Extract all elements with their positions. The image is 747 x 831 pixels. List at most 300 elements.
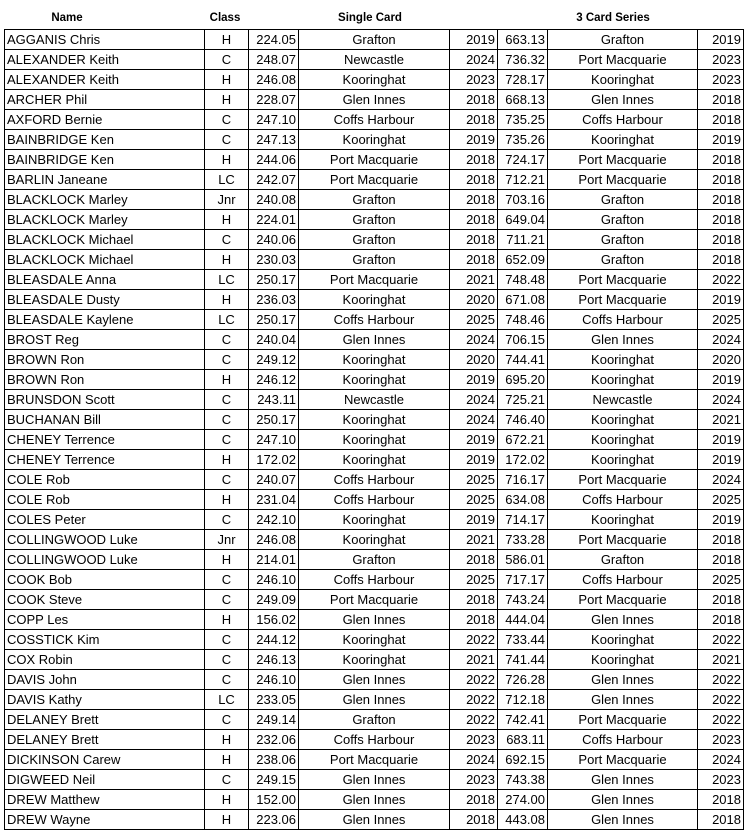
series-location-cell: Glen Innes (548, 330, 698, 350)
player-name-cell: DIGWEED Neil (5, 770, 205, 790)
series-year-cell: 2018 (698, 810, 744, 830)
series-location-cell: Port Macquarie (548, 530, 698, 550)
player-name-cell: COLE Rob (5, 490, 205, 510)
player-name-cell: BAINBRIDGE Ken (5, 130, 205, 150)
series-location-cell: Port Macquarie (548, 710, 698, 730)
series-score-cell: 672.21 (498, 430, 548, 450)
single-card-year-cell: 2018 (450, 230, 498, 250)
single-card-year-cell: 2018 (450, 590, 498, 610)
player-name-cell: BROWN Ron (5, 350, 205, 370)
series-score-cell: 726.28 (498, 670, 548, 690)
series-year-cell: 2018 (698, 90, 744, 110)
player-name-cell: COLLINGWOOD Luke (5, 530, 205, 550)
single-card-year-cell: 2025 (450, 310, 498, 330)
class-cell: H (205, 790, 249, 810)
series-location-cell: Glen Innes (548, 810, 698, 830)
player-name-cell: COX Robin (5, 650, 205, 670)
series-location-cell: Grafton (548, 210, 698, 230)
single-card-location-cell: Coffs Harbour (299, 110, 450, 130)
single-card-year-cell: 2019 (450, 30, 498, 50)
single-card-location-cell: Kooringhat (299, 450, 450, 470)
series-location-cell: Kooringhat (548, 130, 698, 150)
single-card-score-cell: 246.13 (249, 650, 299, 670)
series-location-cell: Port Macquarie (548, 590, 698, 610)
series-score-cell: 695.20 (498, 370, 548, 390)
player-name-cell: BLEASDALE Anna (5, 270, 205, 290)
single-card-year-cell: 2018 (450, 150, 498, 170)
single-card-location-cell: Coffs Harbour (299, 490, 450, 510)
class-cell: C (205, 710, 249, 730)
series-year-cell: 2023 (698, 70, 744, 90)
single-card-location-cell: Coffs Harbour (299, 470, 450, 490)
series-location-cell: Kooringhat (548, 350, 698, 370)
series-year-cell: 2024 (698, 470, 744, 490)
player-name-cell: COOK Bob (5, 570, 205, 590)
single-card-location-cell: Glen Innes (299, 90, 450, 110)
table-row (5, 810, 744, 830)
series-location-cell: Grafton (548, 250, 698, 270)
single-card-score-cell: 247.13 (249, 130, 299, 150)
table-row (5, 750, 744, 770)
single-card-location-cell: Grafton (299, 190, 450, 210)
single-card-location-cell: Port Macquarie (299, 150, 450, 170)
class-cell: C (205, 50, 249, 70)
single-card-location-cell: Grafton (299, 550, 450, 570)
single-card-year-cell: 2022 (450, 710, 498, 730)
series-location-cell: Grafton (548, 190, 698, 210)
series-location-cell: Glen Innes (548, 790, 698, 810)
series-score-cell: 634.08 (498, 490, 548, 510)
series-score-cell: 743.38 (498, 770, 548, 790)
series-location-cell: Coffs Harbour (548, 110, 698, 130)
single-card-location-cell: Glen Innes (299, 610, 450, 630)
class-cell: C (205, 430, 249, 450)
series-location-cell: Port Macquarie (548, 170, 698, 190)
table-row (5, 270, 744, 290)
single-card-location-cell: Glen Innes (299, 690, 450, 710)
series-location-cell: Port Macquarie (548, 290, 698, 310)
series-score-cell: 706.15 (498, 330, 548, 350)
series-score-cell: 717.17 (498, 570, 548, 590)
series-location-cell: Grafton (548, 550, 698, 570)
class-cell: C (205, 350, 249, 370)
player-name-cell: ALEXANDER Keith (5, 70, 205, 90)
single-card-location-cell: Glen Innes (299, 330, 450, 350)
table-row (5, 490, 744, 510)
series-score-cell: 172.02 (498, 450, 548, 470)
table-row (5, 710, 744, 730)
player-name-cell: BAINBRIDGE Ken (5, 150, 205, 170)
player-name-cell: COSSTICK Kim (5, 630, 205, 650)
class-cell: C (205, 410, 249, 430)
single-card-year-cell: 2022 (450, 670, 498, 690)
single-card-year-cell: 2020 (450, 290, 498, 310)
single-card-year-cell: 2018 (450, 190, 498, 210)
single-card-year-cell: 2019 (450, 450, 498, 470)
single-card-location-cell: Kooringhat (299, 650, 450, 670)
series-year-cell: 2022 (698, 670, 744, 690)
player-name-cell: AGGANIS Chris (5, 30, 205, 50)
series-location-cell: Newcastle (548, 390, 698, 410)
single-card-score-cell: 246.08 (249, 530, 299, 550)
player-name-cell: COOK Steve (5, 590, 205, 610)
series-location-cell: Kooringhat (548, 410, 698, 430)
player-name-cell: COLLINGWOOD Luke (5, 550, 205, 570)
player-name-cell: COLES Peter (5, 510, 205, 530)
header-single-card: Single Card (338, 12, 402, 24)
series-score-cell: 725.21 (498, 390, 548, 410)
table-row (5, 390, 744, 410)
class-cell: Jnr (205, 190, 249, 210)
series-location-cell: Glen Innes (548, 770, 698, 790)
single-card-score-cell: 246.10 (249, 670, 299, 690)
results-table (4, 29, 744, 830)
class-cell: C (205, 630, 249, 650)
class-cell: C (205, 110, 249, 130)
series-score-cell: 711.21 (498, 230, 548, 250)
series-location-cell: Kooringhat (548, 510, 698, 530)
series-score-cell: 743.24 (498, 590, 548, 610)
single-card-year-cell: 2025 (450, 490, 498, 510)
series-year-cell: 2021 (698, 410, 744, 430)
table-row (5, 30, 744, 50)
single-card-location-cell: Kooringhat (299, 530, 450, 550)
series-score-cell: 683.11 (498, 730, 548, 750)
class-cell: C (205, 570, 249, 590)
series-year-cell: 2018 (698, 170, 744, 190)
single-card-score-cell: 156.02 (249, 610, 299, 630)
single-card-location-cell: Grafton (299, 250, 450, 270)
single-card-score-cell: 246.08 (249, 70, 299, 90)
single-card-score-cell: 249.12 (249, 350, 299, 370)
table-row (5, 530, 744, 550)
series-score-cell: 714.17 (498, 510, 548, 530)
class-cell: C (205, 390, 249, 410)
single-card-year-cell: 2021 (450, 530, 498, 550)
class-cell: LC (205, 690, 249, 710)
class-cell: H (205, 450, 249, 470)
single-card-year-cell: 2019 (450, 370, 498, 390)
series-year-cell: 2024 (698, 750, 744, 770)
series-score-cell: 735.25 (498, 110, 548, 130)
single-card-location-cell: Grafton (299, 30, 450, 50)
series-year-cell: 2022 (698, 270, 744, 290)
series-year-cell: 2018 (698, 110, 744, 130)
table-row (5, 730, 744, 750)
series-location-cell: Port Macquarie (548, 270, 698, 290)
single-card-score-cell: 247.10 (249, 430, 299, 450)
single-card-score-cell: 224.05 (249, 30, 299, 50)
table-row (5, 410, 744, 430)
single-card-score-cell: 249.09 (249, 590, 299, 610)
single-card-score-cell: 240.07 (249, 470, 299, 490)
single-card-score-cell: 249.14 (249, 710, 299, 730)
player-name-cell: DELANEY Brett (5, 710, 205, 730)
table-row (5, 590, 744, 610)
class-cell: H (205, 150, 249, 170)
series-score-cell: 741.44 (498, 650, 548, 670)
table-row (5, 310, 744, 330)
table-row (5, 250, 744, 270)
series-year-cell: 2023 (698, 770, 744, 790)
table-row (5, 670, 744, 690)
single-card-location-cell: Glen Innes (299, 810, 450, 830)
series-year-cell: 2018 (698, 790, 744, 810)
single-card-year-cell: 2018 (450, 210, 498, 230)
table-row (5, 70, 744, 90)
single-card-location-cell: Glen Innes (299, 770, 450, 790)
single-card-score-cell: 223.06 (249, 810, 299, 830)
table-row (5, 770, 744, 790)
table-row (5, 210, 744, 230)
table-row (5, 430, 744, 450)
single-card-year-cell: 2018 (450, 170, 498, 190)
table-row (5, 150, 744, 170)
single-card-score-cell: 236.03 (249, 290, 299, 310)
single-card-year-cell: 2018 (450, 90, 498, 110)
series-year-cell: 2025 (698, 310, 744, 330)
single-card-year-cell: 2023 (450, 730, 498, 750)
single-card-score-cell: 248.07 (249, 50, 299, 70)
player-name-cell: CHENEY Terrence (5, 450, 205, 470)
table-row (5, 790, 744, 810)
single-card-location-cell: Newcastle (299, 390, 450, 410)
series-score-cell: 712.18 (498, 690, 548, 710)
table-row (5, 230, 744, 250)
single-card-score-cell: 246.10 (249, 570, 299, 590)
series-score-cell: 443.08 (498, 810, 548, 830)
series-year-cell: 2019 (698, 130, 744, 150)
single-card-year-cell: 2025 (450, 470, 498, 490)
single-card-score-cell: 246.12 (249, 370, 299, 390)
series-score-cell: 733.28 (498, 530, 548, 550)
player-name-cell: DREW Matthew (5, 790, 205, 810)
class-cell: C (205, 330, 249, 350)
series-location-cell: Glen Innes (548, 90, 698, 110)
single-card-year-cell: 2018 (450, 110, 498, 130)
class-cell: H (205, 210, 249, 230)
single-card-year-cell: 2022 (450, 630, 498, 650)
player-name-cell: AXFORD Bernie (5, 110, 205, 130)
series-location-cell: Coffs Harbour (548, 730, 698, 750)
table-row (5, 90, 744, 110)
single-card-year-cell: 2025 (450, 570, 498, 590)
player-name-cell: BROWN Ron (5, 370, 205, 390)
table-row (5, 330, 744, 350)
series-year-cell: 2019 (698, 450, 744, 470)
single-card-score-cell: 230.03 (249, 250, 299, 270)
table-row (5, 650, 744, 670)
series-location-cell: Kooringhat (548, 370, 698, 390)
series-year-cell: 2022 (698, 690, 744, 710)
series-location-cell: Grafton (548, 30, 698, 50)
single-card-location-cell: Grafton (299, 710, 450, 730)
single-card-year-cell: 2023 (450, 70, 498, 90)
single-card-year-cell: 2024 (450, 50, 498, 70)
table-row (5, 450, 744, 470)
series-score-cell: 586.01 (498, 550, 548, 570)
series-year-cell: 2018 (698, 250, 744, 270)
series-score-cell: 692.15 (498, 750, 548, 770)
single-card-location-cell: Grafton (299, 230, 450, 250)
single-card-score-cell: 243.11 (249, 390, 299, 410)
single-card-location-cell: Grafton (299, 210, 450, 230)
single-card-score-cell: 240.08 (249, 190, 299, 210)
single-card-location-cell: Port Macquarie (299, 750, 450, 770)
single-card-location-cell: Kooringhat (299, 630, 450, 650)
series-score-cell: 712.21 (498, 170, 548, 190)
series-location-cell: Coffs Harbour (548, 310, 698, 330)
header-class: Class (209, 12, 241, 24)
single-card-score-cell: 244.06 (249, 150, 299, 170)
single-card-year-cell: 2021 (450, 650, 498, 670)
series-year-cell: 2018 (698, 210, 744, 230)
series-location-cell: Port Macquarie (548, 50, 698, 70)
player-name-cell: BLACKLOCK Marley (5, 210, 205, 230)
series-score-cell: 652.09 (498, 250, 548, 270)
class-cell: H (205, 550, 249, 570)
player-name-cell: BLEASDALE Dusty (5, 290, 205, 310)
single-card-score-cell: 228.07 (249, 90, 299, 110)
player-name-cell: BROST Reg (5, 330, 205, 350)
table-row (5, 630, 744, 650)
series-score-cell: 716.17 (498, 470, 548, 490)
player-name-cell: DICKINSON Carew (5, 750, 205, 770)
player-name-cell: DAVIS Kathy (5, 690, 205, 710)
series-score-cell: 703.16 (498, 190, 548, 210)
single-card-location-cell: Kooringhat (299, 130, 450, 150)
class-cell: H (205, 90, 249, 110)
single-card-score-cell: 232.06 (249, 730, 299, 750)
single-card-year-cell: 2018 (450, 250, 498, 270)
class-cell: H (205, 30, 249, 50)
table-row (5, 370, 744, 390)
table-row (5, 550, 744, 570)
table-row (5, 570, 744, 590)
series-location-cell: Coffs Harbour (548, 490, 698, 510)
class-cell: Jnr (205, 530, 249, 550)
single-card-year-cell: 2024 (450, 410, 498, 430)
single-card-location-cell: Kooringhat (299, 430, 450, 450)
class-cell: H (205, 70, 249, 90)
class-cell: H (205, 730, 249, 750)
class-cell: C (205, 650, 249, 670)
series-year-cell: 2021 (698, 650, 744, 670)
single-card-score-cell: 233.05 (249, 690, 299, 710)
series-score-cell: 663.13 (498, 30, 548, 50)
single-card-location-cell: Kooringhat (299, 370, 450, 390)
single-card-year-cell: 2019 (450, 510, 498, 530)
single-card-score-cell: 231.04 (249, 490, 299, 510)
series-score-cell: 744.41 (498, 350, 548, 370)
single-card-location-cell: Port Macquarie (299, 590, 450, 610)
single-card-location-cell: Port Macquarie (299, 270, 450, 290)
single-card-location-cell: Glen Innes (299, 670, 450, 690)
single-card-year-cell: 2019 (450, 430, 498, 450)
series-year-cell: 2019 (698, 370, 744, 390)
single-card-location-cell: Coffs Harbour (299, 730, 450, 750)
class-cell: LC (205, 310, 249, 330)
player-name-cell: ALEXANDER Keith (5, 50, 205, 70)
single-card-location-cell: Coffs Harbour (299, 310, 450, 330)
table-row (5, 510, 744, 530)
single-card-score-cell: 224.01 (249, 210, 299, 230)
single-card-score-cell: 242.10 (249, 510, 299, 530)
series-year-cell: 2019 (698, 30, 744, 50)
class-cell: H (205, 750, 249, 770)
single-card-year-cell: 2019 (450, 130, 498, 150)
table-row (5, 110, 744, 130)
series-location-cell: Kooringhat (548, 630, 698, 650)
class-cell: H (205, 250, 249, 270)
series-year-cell: 2022 (698, 630, 744, 650)
class-cell: H (205, 610, 249, 630)
single-card-score-cell: 242.07 (249, 170, 299, 190)
series-year-cell: 2018 (698, 550, 744, 570)
series-year-cell: 2019 (698, 290, 744, 310)
single-card-score-cell: 244.12 (249, 630, 299, 650)
single-card-location-cell: Kooringhat (299, 290, 450, 310)
class-cell: C (205, 230, 249, 250)
column-header-row (0, 0, 747, 30)
series-year-cell: 2023 (698, 50, 744, 70)
class-cell: C (205, 510, 249, 530)
series-location-cell: Glen Innes (548, 610, 698, 630)
player-name-cell: BRUNSDON Scott (5, 390, 205, 410)
table-row (5, 50, 744, 70)
table-row (5, 470, 744, 490)
single-card-score-cell: 172.02 (249, 450, 299, 470)
single-card-year-cell: 2018 (450, 610, 498, 630)
class-cell: H (205, 490, 249, 510)
series-location-cell: Port Macquarie (548, 150, 698, 170)
series-year-cell: 2025 (698, 570, 744, 590)
series-score-cell: 724.17 (498, 150, 548, 170)
series-score-cell: 728.17 (498, 70, 548, 90)
series-year-cell: 2018 (698, 610, 744, 630)
single-card-year-cell: 2018 (450, 810, 498, 830)
series-year-cell: 2020 (698, 350, 744, 370)
player-name-cell: COLE Rob (5, 470, 205, 490)
table-row (5, 350, 744, 370)
series-location-cell: Kooringhat (548, 650, 698, 670)
series-year-cell: 2024 (698, 330, 744, 350)
header-3-card-series: 3 Card Series (576, 12, 650, 24)
series-year-cell: 2019 (698, 430, 744, 450)
class-cell: C (205, 670, 249, 690)
series-year-cell: 2018 (698, 230, 744, 250)
single-card-location-cell: Kooringhat (299, 410, 450, 430)
single-card-score-cell: 238.06 (249, 750, 299, 770)
player-name-cell: BLACKLOCK Marley (5, 190, 205, 210)
single-card-location-cell: Newcastle (299, 50, 450, 70)
series-score-cell: 742.41 (498, 710, 548, 730)
results-table-body (5, 30, 744, 830)
series-year-cell: 2019 (698, 510, 744, 530)
player-name-cell: DREW Wayne (5, 810, 205, 830)
single-card-score-cell: 250.17 (249, 310, 299, 330)
class-cell: C (205, 770, 249, 790)
single-card-location-cell: Glen Innes (299, 790, 450, 810)
single-card-year-cell: 2024 (450, 750, 498, 770)
table-row (5, 690, 744, 710)
single-card-year-cell: 2021 (450, 270, 498, 290)
series-location-cell: Port Macquarie (548, 470, 698, 490)
single-card-year-cell: 2018 (450, 790, 498, 810)
player-name-cell: DELANEY Brett (5, 730, 205, 750)
class-cell: LC (205, 270, 249, 290)
series-year-cell: 2025 (698, 490, 744, 510)
